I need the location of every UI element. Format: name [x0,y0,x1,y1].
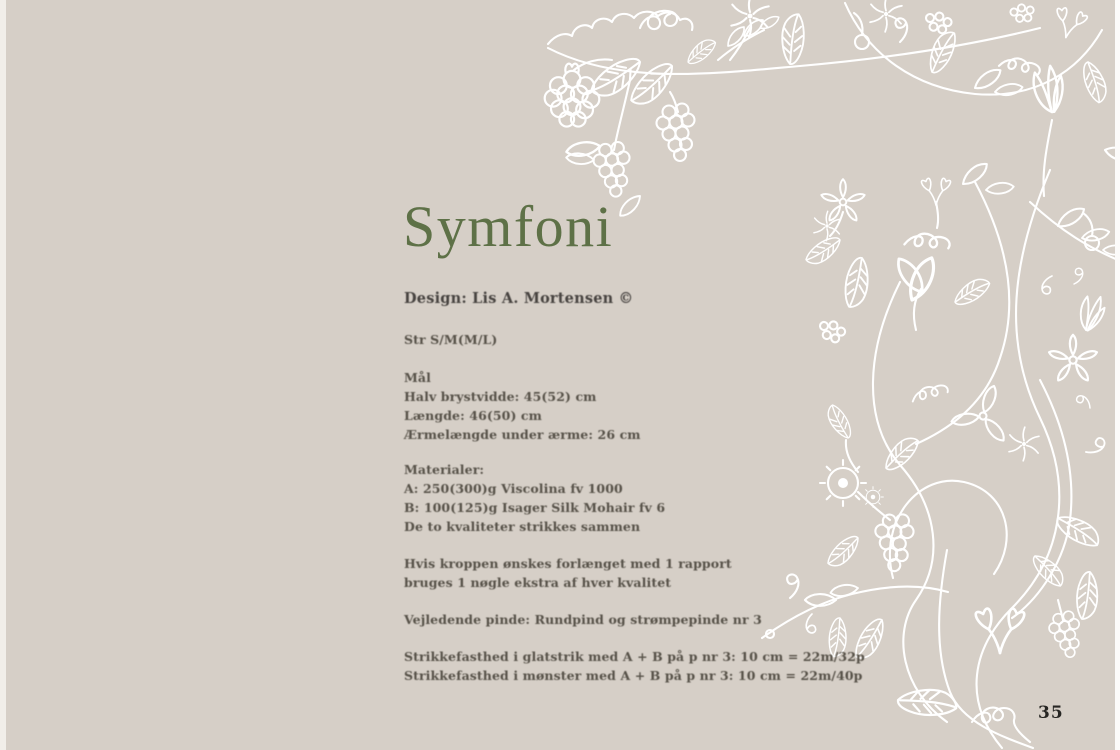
measurement-line: Halv brystvidde: 45(52) cm [404,389,597,404]
measurement-line: Længde: 46(50) cm [404,408,542,423]
size-line: Str S/M(M/L) [404,332,498,347]
measurement-line: Ærmelængde under ærme: 26 cm [404,427,641,442]
material-line: A: 250(300)g Viscolina fv 1000 [404,481,623,496]
page-right-edge [1115,0,1120,750]
material-line: De to kvaliteter strikkes sammen [404,519,641,534]
page-title: Symfoni [403,194,614,259]
materials-heading: Materialer: [404,462,485,477]
material-line: B: 100(125)g Isager Silk Mohair fv 6 [404,500,666,515]
note-line: bruges 1 nøgle ekstra af hver kvalitet [404,575,672,590]
floral-vines [545,0,1120,748]
page-number: 35 [1038,703,1064,723]
gauge-line: Strikkefasthed i mønster med A + B på p nr 3: 10 cm = 22m/40p [404,668,863,683]
page-left-edge [0,0,6,750]
gauge-line: Strikkefasthed i glatstrik med A + B på p nr 3: 10 cm = 22m/32p [404,649,865,664]
designer-byline: Design: Lis A. Mortensen © [404,290,634,307]
measurements-heading: Mål [404,370,431,385]
needles-line: Vejledende pinde: Rundpind og strømpepinde nr 3 [404,612,762,627]
note-line: Hvis kroppen ønskes forlænget med 1 rapport [404,556,732,571]
